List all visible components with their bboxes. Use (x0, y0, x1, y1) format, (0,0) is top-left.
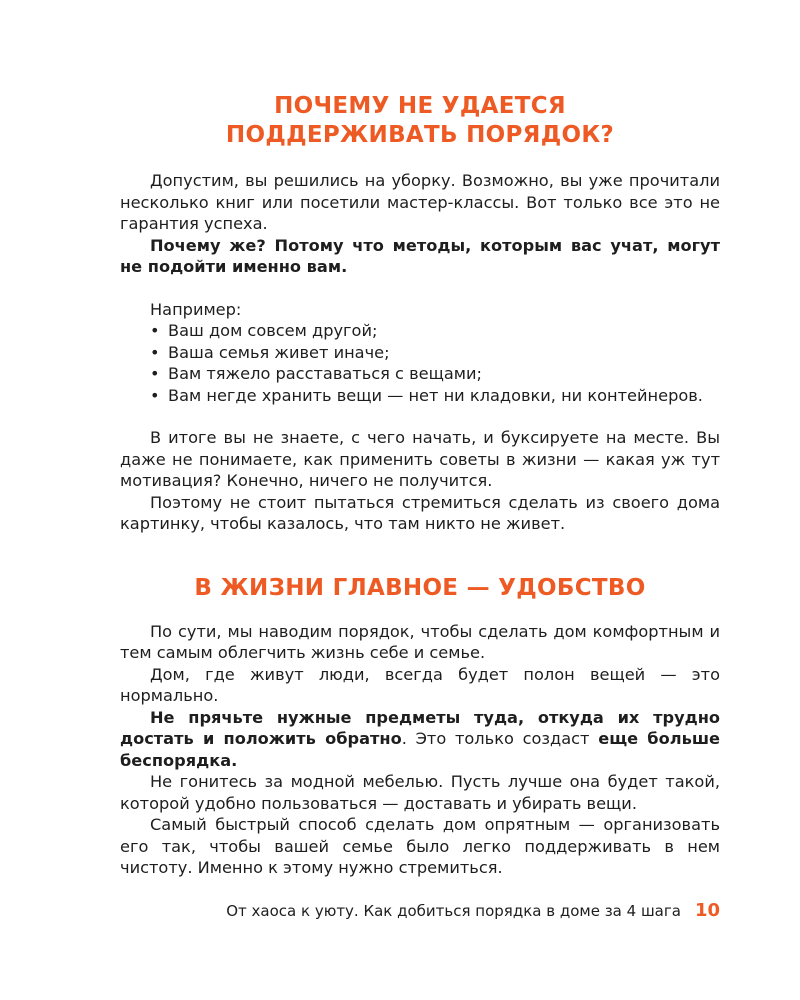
bullet-icon: • (150, 342, 160, 362)
paragraph-mixed (120, 707, 720, 772)
paragraph: Поэтому не стоит пытаться стремиться сделать из своего дома картинку, чтобы казалось, что там никто не живет. (120, 492, 720, 533)
plain-text: . Это только создаст (401, 729, 599, 748)
heading-line-1: ПОЧЕМУ НЕ УДАЕТСЯ (274, 93, 566, 119)
bold-text: Почему же? Потому что методы, которым вас учат, могут не подойти именно вам. (120, 235, 720, 276)
page-content (120, 92, 720, 879)
section-heading-why (120, 92, 720, 150)
section-heading-comfort: В ЖИЗНИ ГЛАВНОЕ — УДОБСТВО (194, 574, 646, 601)
bullet-icon: • (150, 385, 160, 405)
list-item (120, 385, 720, 407)
spacer (120, 406, 720, 427)
list-item-text: Вам тяжело расставаться с вещами; (168, 364, 482, 383)
bold-text: еще больше беспорядка. (120, 729, 720, 770)
list-intro: Например: (150, 299, 242, 319)
heading-line-2: ПОДДЕРЖИВАТЬ ПОРЯДОК? (225, 122, 615, 148)
list-item-text: Ваша семья живет иначе; (168, 342, 390, 362)
bold-text: Не прячьте нужные предметы туда, откуда их трудно достать и положить обратно (120, 707, 720, 748)
footer-book-title: От хаоса к уюту. Как добиться порядка в доме за 4 шага (226, 902, 681, 920)
paragraph: Дом, где живут люди, всегда будет полон вещей — это нормально. (120, 664, 720, 705)
list-item-text: Ваш дом совсем другой; (168, 321, 378, 340)
paragraph: Самый быстрый способ сделать дом опрятным — организовать его так, чтобы вашей семье было легко поддерживать в нем чистоту. Именно к этому нужно стремиться. (120, 815, 720, 877)
bullet-icon: • (150, 321, 160, 340)
bullet-list (120, 320, 720, 406)
paragraph-bold (120, 235, 720, 278)
bullet-icon: • (150, 364, 160, 383)
paragraph: Допустим, вы решились на уборку. Возможно, вы уже прочитали несколько книг или посетили мастер-классы. Вот только все это не гарантия успеха. (120, 171, 720, 233)
list-item-text: Вам негде хранить вещи — нет ни кладовки, ни контейнеров. (168, 385, 703, 405)
list-item (120, 342, 720, 364)
list-item (120, 320, 720, 342)
page-footer (120, 900, 720, 922)
list-item (120, 363, 720, 385)
paragraph: Не гонитесь за модной мебелью. Пусть лучше она будет такой, которой удобно пользоваться — доставать и убирать вещи. (120, 772, 720, 813)
paragraph: В итоге вы не знаете, с чего начать, и буксируете на месте. Вы даже не понимаете, как применить советы в жизни — какая уж тут мотивация? Конечно, ничего не получится. (120, 428, 720, 490)
page-number: 10 (694, 900, 720, 921)
paragraph: По сути, мы наводим порядок, чтобы сделать дом комфортным и тем самым облегчить жизнь себе и семье. (120, 621, 720, 662)
spacer (120, 278, 720, 299)
